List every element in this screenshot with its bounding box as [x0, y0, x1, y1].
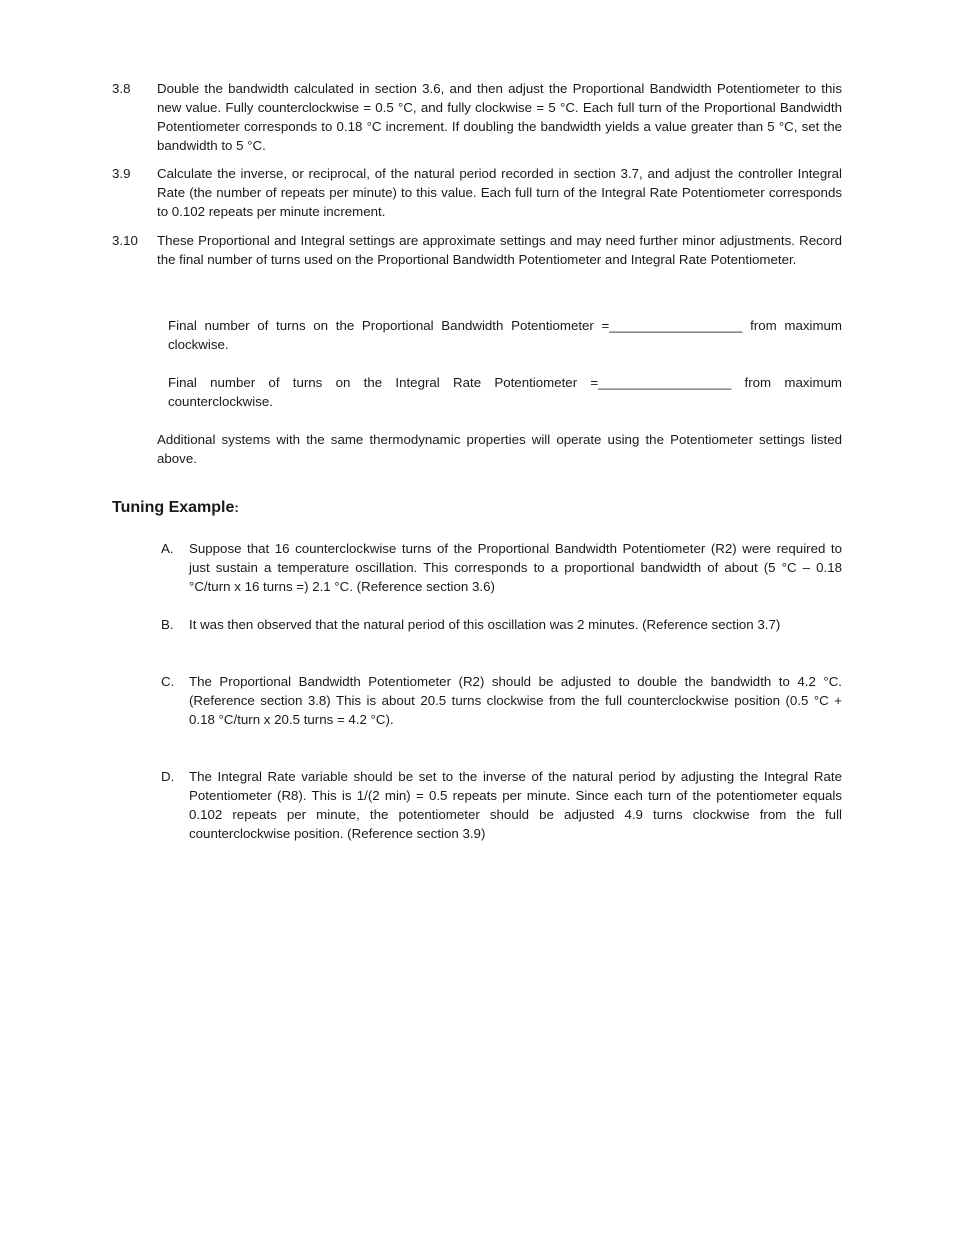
- item-letter: A.: [161, 541, 174, 556]
- item-text: It was then observed that the natural period of this oscillation was 2 minutes. (Reference section 3.7): [189, 617, 781, 632]
- item-text: Suppose that 16 counterclockwise turns of the Proportional Bandwidth Potentiometer (R2) were required to just sustain a temperature oscillation. This corresponds to a proportional bandwidth of about (5 °C – 0.18 °C/turn x 16 turns =) 2.1 °C. (Reference section 3.6): [189, 541, 842, 594]
- item-text: The Integral Rate variable should be set to the inverse of the natural period by adjusting the Integral Rate Potentiometer (R8). This is 1/(2 min) = 0.5 repeats per minute. Since each turn of the potentiometer equals 0.102 repeats per minute, the potentiometer should be adjusted 4.9 turns clockwise from the full counterclockwise position. (Reference section 3.9): [189, 769, 842, 841]
- additional-note: Additional systems with the same thermodynamic properties will operate using the Potentiometer settings listed above.: [157, 432, 842, 466]
- record-line-proportional: Final number of turns on the Proportional Bandwidth Potentiometer =__________________ from maximum clockwise.: [168, 318, 842, 352]
- section-number: 3.9: [112, 166, 131, 181]
- item-text: The Proportional Bandwidth Potentiometer (R2) should be adjusted to double the bandwidth to 4.2 °C. (Reference section 3.8) This is about 20.5 turns clockwise from the full counterclockwise position (0.5 °C + 0.18 °C/turn x 20.5 turns = 4.2 °C).: [189, 674, 842, 727]
- item-letter: C.: [161, 674, 175, 689]
- section-text: These Proportional and Integral settings are approximate settings and may need further minor adjustments. Record the final number of turns used on the Proportional Bandwidth Potentiometer and Integral Rate Potentiometer.: [157, 233, 842, 267]
- section-text: Calculate the inverse, or reciprocal, of the natural period recorded in section 3.7, and adjust the controller Integral Rate (the number of repeats per minute) to this value. Each full turn of the Integral Rate Potentiometer corresponds to 0.102 repeats per minute increment.: [157, 166, 842, 219]
- section-number: 3.8: [112, 81, 131, 96]
- item-letter: D.: [161, 769, 175, 784]
- section-text: Double the bandwidth calculated in section 3.6, and then adjust the Proportional Bandwidth Potentiometer to this new value. Fully counterclockwise = 0.5 °C, and fully clockwise = 5 °C. Each full turn of the Proportional Bandwidth Potentiometer corresponds to 0.18 °C increment. If doubling the bandwidth yields a value greater than 5 °C, set the bandwidth to 5 °C.: [157, 81, 842, 153]
- heading-text: Tuning Example: [112, 499, 235, 516]
- item-letter: B.: [161, 617, 174, 632]
- section-number: 3.10: [112, 233, 138, 248]
- heading-colon: :: [234, 500, 239, 515]
- tuning-example-heading: [112, 497, 239, 519]
- record-line-integral: Final number of turns on the Integral Rate Potentiometer =__________________ from maximum counterclockwise.: [168, 375, 842, 409]
